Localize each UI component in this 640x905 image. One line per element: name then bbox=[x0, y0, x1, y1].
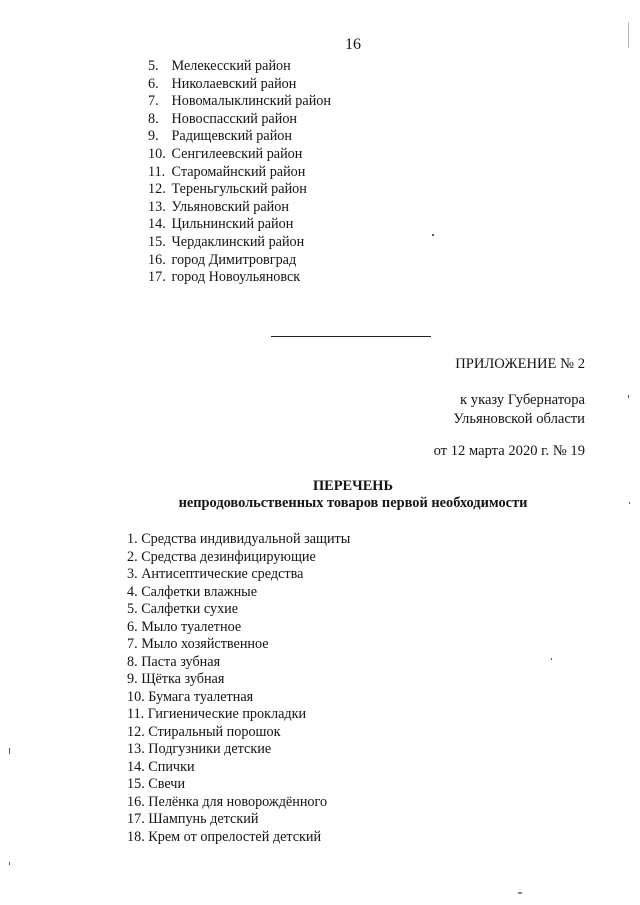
list-item: 8. Новоспасский район bbox=[148, 110, 298, 127]
list-item: 12. Тереньгульский район bbox=[148, 181, 307, 198]
list-item: 6. Мыло туалетное bbox=[127, 618, 242, 635]
list-item: 11. Старомайнский район bbox=[148, 163, 306, 180]
scan-speck bbox=[628, 22, 629, 48]
goods-list bbox=[127, 531, 350, 846]
list-item: 14. Спички bbox=[127, 758, 195, 775]
scan-speck bbox=[9, 862, 10, 865]
list-item: 2. Средства дезинфицирующие bbox=[127, 548, 316, 565]
list-item: 14. Цильнинский район bbox=[148, 216, 294, 233]
list-item: 15. Чердаклинский район bbox=[148, 233, 305, 250]
scan-speck bbox=[518, 892, 522, 894]
list-item: 13. Подгузники детские bbox=[127, 741, 272, 757]
list-item: 5. Мелекесский район bbox=[148, 58, 291, 74]
scan-speck bbox=[629, 502, 630, 504]
list-item: 17. Шампунь детский bbox=[127, 811, 259, 827]
district-list bbox=[148, 58, 331, 287]
list-item: 10. Сенгилеевский район bbox=[148, 145, 303, 162]
section-divider bbox=[271, 336, 431, 337]
appendix-title: ПРИЛОЖЕНИЕ № 2 bbox=[455, 356, 585, 372]
list-item: 13. Ульяновский район bbox=[148, 198, 289, 215]
scan-speck bbox=[628, 395, 629, 398]
list-item: 3. Антисептические средства bbox=[127, 566, 304, 582]
list-item: 10. Бумага туалетная bbox=[127, 688, 254, 705]
list-item: 9. Радищевский район bbox=[148, 128, 292, 145]
list-item: 11. Гигиенические прокладки bbox=[127, 706, 307, 722]
list-item: 12. Стиральный порошок bbox=[127, 723, 281, 740]
list-item: 17. город Новоульяновск bbox=[148, 269, 301, 286]
document-subheading: непродовольственных товаров первой необходимости bbox=[178, 495, 528, 511]
list-item: 9. Щётка зубная bbox=[127, 671, 225, 687]
list-item: 15. Свечи bbox=[127, 776, 186, 792]
page-number: 16 bbox=[345, 36, 361, 53]
list-item: 5. Салфетки сухие bbox=[127, 601, 239, 617]
list-item: 7. Мыло хозяйственное bbox=[127, 636, 269, 652]
scan-speck bbox=[432, 234, 434, 236]
scan-speck bbox=[551, 658, 552, 660]
list-item: 6. Николаевский район bbox=[148, 75, 297, 92]
list-item: 8. Паста зубная bbox=[127, 653, 221, 670]
list-item: 4. Салфетки влажные bbox=[127, 583, 257, 600]
list-item: 18. Крем от опрелостей детский bbox=[127, 828, 322, 845]
list-item: 1. Средства индивидуальной защиты bbox=[127, 531, 351, 547]
appendix-reference-line-1: к указу Губернатора bbox=[460, 392, 585, 408]
list-item: 16. город Димитровград bbox=[148, 251, 297, 268]
appendix-date: от 12 марта 2020 г. № 19 bbox=[433, 443, 585, 459]
appendix-reference bbox=[453, 391, 585, 429]
scan-speck bbox=[9, 748, 10, 754]
appendix-reference-line-2: Ульяновской области bbox=[453, 411, 585, 427]
list-item: 7. Новомалыклинский район bbox=[148, 93, 331, 110]
document-heading: ПЕРЕЧЕНЬ bbox=[312, 478, 394, 494]
list-item: 16. Пелёнка для новорождённого bbox=[127, 793, 328, 810]
